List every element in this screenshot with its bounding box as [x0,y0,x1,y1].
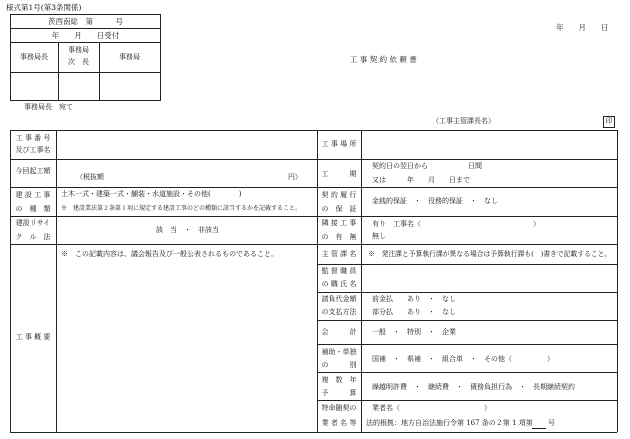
related-yes: 有り 工事名（ ） [372,220,540,228]
period-days: 日間 [468,162,482,170]
related-label-1: 隣 接 工 事 [321,219,357,227]
addressee: 事務局長 宛て [24,103,73,111]
document-title: 工 事 契 約 依 頼 書 [350,55,417,64]
supervisor-label-2: の 職 氏 名 [321,280,357,288]
special-label-2: 業 者 名 等 [321,419,357,427]
subsidy-options: 国補 ・ 県補 ・ 組合単 ・ その他（ ） [372,355,554,363]
budget-unit: 円） [288,173,302,181]
overview-note: ※ この記載内容は、議会報告及び一般公表されるものであること。 [61,250,278,258]
project-number-label-1: 工 事 番 号 [15,134,51,142]
special-basis-suffix: 号 [548,419,555,427]
project-number-label-2: 及び工事名 [15,146,51,154]
department-label: 主 管 課 名 [321,250,357,258]
period-label: 工 期 [321,170,357,178]
requester-label: （工事主管課長名） [432,117,495,125]
supervisor-label-1: 監 督 職 員 [321,267,357,275]
guarantee-label-1: 契 約 履 行 [321,191,357,199]
approval-head: 事務局長 [20,53,48,61]
receipt-number: 茨西南総 第 号 [48,17,123,26]
budget-label: 今回起工額 [15,167,51,175]
payment-label-2: の支払方法 [321,308,357,316]
approval-deputy-1: 事務局 [68,46,89,54]
multi-year-label-2: 予 算 [321,389,357,397]
department-note: ※ 発注課と予算執行課が異なる場合は予算執行課も( )書きで記載すること。 [368,250,612,258]
related-label-2: の 有 無 [321,233,357,241]
seal-mark: 印 [603,116,615,128]
payment-advance: 前金払 あり ・ なし [372,295,456,303]
account-options: 一般 ・ 特別 ・ 企業 [372,328,456,336]
header-date: 年 月 日 [556,23,609,32]
approval-deputy-2: 次 長 [68,58,89,66]
account-label: 会 計 [321,328,357,336]
category-note: ※ 建設業法第２条第１項に規定する建設工事のどの種類に該当するかを記載すること。 [61,205,302,212]
approval-staff: 事務局 [119,53,140,61]
payment-label-1: 請負代金額 [321,295,357,303]
form-label: 様式第1号(第3条関係) [6,3,82,12]
guarantee-label-2: の 保 証 [321,205,357,213]
special-name: 業者名（ ） [372,404,491,412]
recycle-label-1: 建設リサイ [15,219,51,227]
category-options: 土木一式・建築一式・舗装・水道施設・その他( ) [61,190,242,198]
overview-label: 工 事 概 要 [15,333,51,341]
recycle-options: 該 当 ・ 非該当 [156,226,219,234]
period-line2: 又は 年 月 日まで [372,176,470,184]
related-no: 無し [372,232,386,240]
period-line1: 契約日の翌日から [372,162,428,170]
recycle-label-2: ク ル 法 [15,233,51,241]
subsidy-label-1: 補助・単独 [321,348,357,356]
category-label-1: 建 設 工 事 [15,191,51,199]
multi-year-options: 繰越明許費 ・ 継続費 ・ 債務負担行為 ・ 長期継続契約 [372,383,575,391]
special-basis: 法的根拠：地方自治法施行令第 167 条の２第 1 項第 [366,419,533,427]
multi-year-label-1: 複 数 年 [321,376,357,384]
guarantee-options: 金銭的保証 ・ 役務的保証 ・ なし [372,197,498,205]
budget-tax: （税抜額 [76,173,104,181]
receipt-date: 年 月 日受付 [51,31,120,40]
special-label-1: 特命随契の [321,404,357,412]
payment-partial: 部分払 あり ・ なし [372,308,456,316]
category-label-2: の 種 類 [15,205,51,213]
location-label: 工 事 場 所 [321,140,357,148]
subsidy-label-2: の 別 [321,361,357,369]
